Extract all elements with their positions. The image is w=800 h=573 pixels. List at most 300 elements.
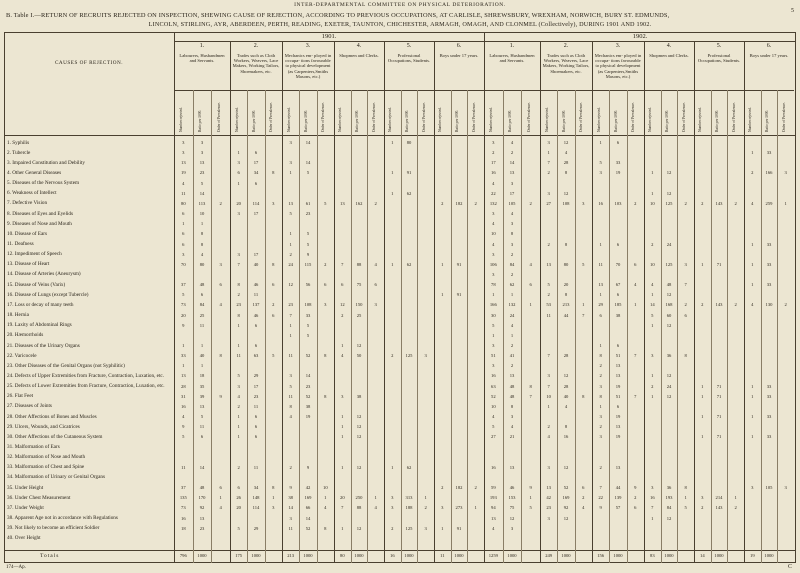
table-cell: 33 — [766, 434, 772, 440]
table-cell: 5 — [306, 170, 310, 176]
table-cell: 7 — [289, 312, 292, 318]
cause-label: 32. Malformation of Nose and Mouth — [7, 454, 86, 461]
table-cell: 40 — [253, 261, 259, 267]
table-cell: 38 — [288, 495, 293, 501]
table-cell: 125 — [665, 200, 673, 206]
table-cell: 28 — [563, 160, 569, 166]
table-cell: 36 — [666, 485, 672, 491]
subhead-label: Ratio per 1000. — [405, 109, 409, 132]
table-cell: 1 — [701, 383, 704, 389]
subhead-label: Ratio per 1000. — [715, 109, 719, 132]
table-cell: 8 — [237, 282, 240, 288]
table-cell: 48 — [199, 282, 205, 288]
table-cell: 3 — [510, 414, 514, 420]
table-cell: 1 — [474, 505, 477, 511]
table-cell: 3 — [547, 373, 550, 379]
table-cell: 14 — [650, 302, 655, 308]
subcolumn-divider — [265, 90, 266, 563]
table-cell: 114 — [252, 200, 260, 206]
table-cell: 150 — [355, 302, 363, 308]
table-cell: 11 — [288, 393, 293, 399]
table-cell: 13 — [199, 515, 205, 521]
table-cell: 2 — [547, 424, 550, 430]
table-cell: 5 — [529, 505, 532, 511]
table-cell: 12 — [356, 424, 362, 430]
table-cell: 6 — [182, 211, 185, 217]
table-cell: 4 — [547, 434, 550, 440]
table-cell: 3 — [424, 525, 427, 531]
table-cell: 4 — [564, 403, 568, 409]
cause-label: 25. Defects of Lower Extremities from Fracture, Contraction, Luxation, etc. — [7, 383, 165, 390]
table-cell: 30 — [491, 312, 496, 318]
table-cell: 12 — [666, 515, 672, 521]
table-cell: 8 — [599, 393, 602, 399]
table-cell: 1 — [391, 261, 394, 267]
table-cell: 6 — [616, 403, 620, 409]
table-cell: 1 — [582, 302, 585, 308]
table-cell: 2 — [529, 200, 532, 206]
table-cell: 4 — [510, 424, 514, 430]
table-cell: 29 — [598, 302, 603, 308]
subcolumn-divider — [677, 90, 678, 563]
table-cell: 14 — [305, 160, 311, 166]
table-cell: 3 — [374, 302, 377, 308]
table-cell: 11 — [598, 261, 603, 267]
table-cell: 1 — [289, 322, 292, 328]
total-cell: 156 — [597, 553, 605, 558]
table-cell: 1 — [751, 434, 754, 440]
table-cell: 169 — [562, 495, 570, 501]
table-cell: 2 — [374, 200, 377, 206]
table-cell: 19 — [305, 414, 311, 420]
group-title: Labourers, Husbandmen and Servants. — [489, 53, 535, 64]
table-cell: 13 — [491, 515, 496, 521]
table-cell: 6 — [374, 282, 377, 288]
table-cell: 3 — [599, 383, 602, 389]
table-cell: 23 — [288, 302, 293, 308]
table-cell: 20 — [181, 312, 186, 318]
table-cell: 8 — [582, 393, 585, 399]
table-cell: 2 — [341, 312, 344, 318]
cause-label: 5. Diseases of the Nervous System — [7, 180, 80, 187]
table-cell: 2 — [237, 464, 240, 470]
table-cell: 143 — [715, 505, 723, 511]
table-cell: 12 — [509, 515, 515, 521]
table-cell: 132 — [489, 200, 497, 206]
table-cell: 4 — [374, 261, 377, 267]
table-cell: 3 — [510, 180, 514, 186]
table-cell: 113 — [198, 200, 206, 206]
table-cell: 8 — [237, 312, 240, 318]
table-cell: 71 — [716, 414, 722, 420]
table-cell: 1 — [751, 241, 754, 247]
table-cell: 1 — [599, 140, 602, 145]
table-cell: 6 — [182, 231, 185, 237]
table-cell: 3 — [182, 140, 185, 145]
table-cell: 8 — [510, 403, 514, 409]
table-cell: 166 — [765, 170, 773, 176]
cause-label: 37. Under Weight — [7, 504, 44, 511]
table-cell: 114 — [252, 505, 260, 511]
table-cell: 6 — [237, 485, 240, 491]
table-cell: 11 — [288, 353, 293, 359]
subhead-label: Order of Prevalence. — [681, 102, 686, 132]
table-cell: 12 — [563, 515, 569, 521]
table-cell: 2 — [510, 251, 514, 257]
table-cell: 7 — [547, 353, 550, 359]
table-cell: 6 — [272, 312, 275, 318]
table-cell: 13 — [546, 485, 551, 491]
table-cell: 10 — [323, 485, 328, 491]
cause-label: 14. Disease of Arteries (Aneurysm) — [7, 271, 81, 278]
total-cell: 1000 — [664, 553, 674, 558]
cause-label: 2. Tubercle — [7, 149, 31, 156]
subhead-label: Ratio per 1000. — [665, 109, 669, 132]
table-cell: 106 — [489, 261, 497, 267]
table-cell: 2 — [734, 302, 737, 308]
subcolumn-divider — [211, 90, 212, 563]
table-cell: 5 — [272, 353, 275, 359]
group-title: Mechanics em- ployed in occupa- tions favourable to physical development (as Carpenters,Smiths Masons, etc.) — [594, 53, 642, 79]
table-cell: 48 — [509, 393, 515, 399]
cause-label: 11. Deafness — [7, 241, 34, 247]
table-cell: 1 — [599, 343, 602, 348]
table-cell: 4 — [634, 282, 637, 288]
group-number: 2. — [563, 43, 569, 49]
year-1902-heading: 1902. — [632, 33, 648, 40]
table-cell: 42 — [305, 485, 311, 491]
table-cell: 91 — [456, 292, 462, 298]
table-cell: 27 — [491, 434, 496, 440]
table-cell: 105 — [508, 200, 516, 206]
table-cell: 12 — [666, 292, 672, 298]
table-cell: 132 — [508, 302, 516, 308]
table-cell: 80 — [406, 140, 412, 145]
table-cell: 6 — [254, 180, 258, 186]
table-cell: 52 — [563, 485, 569, 491]
total-cell: 1000 — [303, 553, 313, 558]
table-cell: 1 — [341, 464, 344, 470]
table-cell: 12 — [356, 525, 362, 531]
table-cell: 13 — [509, 373, 515, 379]
table-cell: 2 — [272, 302, 275, 308]
table-cell: 2 — [424, 505, 427, 511]
table-cell: 1 — [441, 292, 444, 298]
table-cell: 4 — [492, 180, 495, 186]
table-cell: 23 — [305, 383, 311, 389]
table-cell: 1 — [634, 302, 637, 308]
table-cell: 2 — [441, 485, 444, 491]
table-cell: 66 — [305, 505, 311, 511]
table-cell: 46 — [253, 312, 259, 318]
table-cell: 71 — [716, 383, 722, 389]
table-cell: 2 — [289, 464, 292, 470]
group-number: 6. — [456, 43, 462, 49]
year-column-divider — [484, 32, 485, 563]
table-cell: 2 — [634, 200, 637, 206]
table-cell: 8 — [599, 353, 602, 359]
table-cell: 19 — [615, 383, 621, 389]
table-cell: 40 — [563, 393, 569, 399]
table-cell: 11 — [181, 464, 186, 470]
table-cell: 5 — [306, 241, 310, 247]
table-cell: 1 — [701, 414, 704, 420]
cause-label: 23. Other Diseases of the Genital Organs (not Syphilitic) — [7, 362, 125, 369]
table-cell: 63 — [253, 353, 259, 359]
table-cell: 1 — [684, 495, 687, 501]
table-cell: 2 — [634, 495, 637, 501]
table-cell: 84 — [666, 505, 672, 511]
subhead-label: Number rejected. — [234, 107, 239, 132]
table-cell: 169 — [304, 495, 312, 501]
table-cell: 12 — [563, 464, 569, 470]
group-number: 3. — [615, 43, 621, 49]
table-cell: 1 — [391, 464, 394, 470]
table-cell: 88 — [356, 261, 362, 267]
table-cell: 33 — [766, 241, 772, 247]
table-cell: 24 — [509, 312, 515, 318]
table-cell: 4 — [374, 505, 377, 511]
table-cell: 1 — [272, 495, 275, 501]
table-cell: 14 — [305, 515, 311, 521]
table-cell: 250 — [355, 495, 363, 501]
table-cell: 3 — [200, 150, 204, 156]
table-cell: 48 — [666, 282, 672, 288]
table-cell: 6 — [272, 282, 275, 288]
table-cell: 3 — [237, 160, 240, 166]
table-cell: 214 — [715, 495, 723, 501]
table-cell: 17 — [253, 383, 259, 389]
table-cell: 108 — [562, 200, 570, 206]
table-cell: 52 — [491, 393, 496, 399]
table-cell: 8 — [200, 231, 204, 237]
table-cell: 2 — [599, 424, 602, 430]
table-cell: 3 — [289, 160, 292, 166]
table-cell: 2 — [547, 241, 550, 247]
table-cell: 3 — [547, 464, 550, 470]
subhead-label: Number rejected. — [544, 107, 549, 132]
table-cell: 48 — [199, 485, 205, 491]
table-cell: 2 — [492, 150, 495, 156]
table-cell: 4 — [324, 505, 327, 511]
table-cell: 1 — [510, 292, 514, 298]
total-cell: 1000 — [251, 553, 261, 558]
table-cell: 6 — [634, 261, 637, 267]
table-cell: 139 — [614, 495, 622, 501]
table-cell: 5 — [306, 322, 310, 328]
cause-label: 18. Hernia — [7, 312, 29, 319]
table-cell: 4 — [582, 505, 585, 511]
table-cell: 1 — [784, 200, 787, 206]
group-title: Trades such as Cloth Workers, Weavers, Lace Makers, Working Tailors, Shoemakers, etc. — [232, 53, 280, 74]
subhead-label: Ratio per 1000. — [765, 109, 769, 132]
table-cell: 1 — [341, 343, 344, 348]
table-cell: 16 — [650, 495, 655, 501]
table-cell: 80 — [199, 261, 205, 267]
table-cell: 2 — [734, 200, 737, 206]
table-cell: 13 — [509, 170, 515, 176]
subhead-label: Number rejected. — [698, 107, 703, 132]
table-cell: 51 — [491, 353, 496, 359]
table-cell: 2 — [391, 353, 394, 359]
table-cell: 1 — [200, 363, 204, 369]
table-cell: 3 — [582, 200, 585, 206]
table-cell: 23 — [236, 302, 241, 308]
causes-heading: CAUSES OF REJECTION. — [54, 60, 124, 66]
table-cell: 3 — [182, 251, 185, 257]
table-cell: 1 — [341, 424, 344, 430]
table-cell: 6 — [254, 322, 258, 328]
table-cell: 10 — [199, 211, 205, 217]
group-number: 4. — [356, 43, 362, 49]
table-cell: 3 — [599, 414, 602, 420]
table-cell: 40 — [199, 353, 205, 359]
subhead-label: Number rejected. — [338, 107, 343, 132]
table-cell: 3 — [424, 353, 427, 359]
table-cell: 33 — [766, 383, 772, 389]
table-cell: 41 — [509, 353, 515, 359]
table-cell: 6 — [529, 282, 532, 288]
table-cell: 1 — [599, 403, 602, 409]
table-cell: 52 — [305, 393, 311, 399]
table-cell: 8 — [272, 485, 275, 491]
table-cell: 4 — [237, 393, 240, 399]
table-cell: 4 — [200, 251, 204, 257]
table-cell: 3 — [784, 485, 787, 491]
cause-label: 13. Disease of Heart — [7, 261, 50, 268]
table-cell: 7 — [634, 353, 637, 359]
cause-label: 35. Under Height — [7, 484, 44, 491]
table-cell: 1 — [547, 150, 550, 156]
table-cell: 2 — [391, 525, 394, 531]
subcolumn-divider — [777, 90, 778, 563]
table-cell: 1 — [374, 495, 377, 501]
table-cell: 5 — [324, 200, 327, 206]
table-cell: 59 — [491, 485, 496, 491]
table-cell: 34 — [253, 170, 259, 176]
table-cell: 12 — [666, 190, 672, 196]
table-cell: 38 — [356, 393, 362, 399]
subhead-label: Ratio per 1000. — [455, 109, 459, 132]
table-cell: 11 — [288, 525, 293, 531]
table-cell: 39 — [199, 393, 205, 399]
table-cell: 12 — [356, 414, 362, 420]
table-cell: 6 — [254, 343, 258, 348]
table-cell: 3 — [237, 251, 240, 257]
table-cell: 6 — [200, 434, 204, 440]
cause-label: 15. Disease of Veins (Varix) — [7, 281, 66, 288]
table-cell: 5 — [237, 373, 240, 379]
table-cell: 8 — [510, 231, 514, 237]
table-cell: 27 — [546, 200, 551, 206]
table-cell: 67 — [615, 282, 621, 288]
table-cell: 1 — [751, 282, 754, 288]
table-cell: 115 — [304, 261, 312, 267]
table-cell: 28 — [563, 353, 569, 359]
table-cell: 44 — [563, 312, 569, 318]
table-cell: 84 — [509, 261, 515, 267]
running-title: INTER-DEPARTMENTAL COMMITTEE ON PHYSICAL DETERIORATION. — [294, 2, 506, 8]
table-cell: 13 — [615, 424, 621, 430]
table-cell: 3 — [391, 495, 394, 501]
table-cell: 6 — [237, 170, 240, 176]
table-cell: 3 — [547, 140, 550, 145]
subcolumn-divider — [193, 90, 194, 563]
group-number: 4. — [666, 43, 672, 49]
table-cell: 20 — [340, 495, 345, 501]
subhead-label: Number rejected. — [748, 107, 753, 132]
table-cell: 9 — [634, 485, 637, 491]
table-cell: 17 — [491, 160, 496, 166]
table-cell: 33 — [766, 150, 772, 156]
table-cell: 6 — [200, 292, 204, 298]
table-cell: 35 — [199, 383, 205, 389]
table-cell: 34 — [253, 485, 259, 491]
table-cell: 4 — [341, 353, 344, 359]
table-cell: 31 — [181, 393, 186, 399]
table-cell: 2 — [684, 302, 687, 308]
table-cell: 6 — [599, 312, 602, 318]
table-cell: 29 — [253, 525, 259, 531]
table-cell: 8 — [324, 393, 327, 399]
table-cell: 28 — [563, 383, 569, 389]
total-cell: 1259 — [488, 553, 498, 558]
total-cell: 83 — [650, 553, 655, 558]
table-cell: 7 — [582, 312, 585, 318]
subcolumn-divider — [451, 90, 452, 563]
table-cell: 23 — [305, 211, 311, 217]
subcolumn-divider — [761, 90, 762, 563]
cause-label: 4. Other General Diseases — [7, 169, 62, 176]
table-cell: 20 — [236, 505, 241, 511]
table-cell: 3 — [441, 505, 444, 511]
table-cell: 37 — [181, 485, 186, 491]
table-cell: 4 — [219, 505, 222, 511]
table-cell: 13 — [199, 403, 205, 409]
table-cell: 33 — [181, 353, 186, 359]
subhead-label: Ratio per 1000. — [252, 109, 256, 132]
group-title: Boys under 17 years. — [439, 53, 479, 58]
table-cell: 153 — [508, 495, 516, 501]
subhead-label: Number rejected. — [596, 107, 601, 132]
table-cell: 5 — [237, 525, 240, 531]
table-cell: 3 — [751, 485, 754, 491]
table-cell: 2 — [651, 241, 654, 247]
table-cell: 2 — [510, 150, 514, 156]
table-cell: 11 — [199, 424, 205, 430]
table-cell: 3 — [492, 271, 495, 277]
table-cell: 80 — [563, 261, 569, 267]
table-cell: 1 — [391, 140, 394, 145]
subhead-label: Ratio per 1000. — [508, 109, 512, 132]
table-cell: 137 — [252, 302, 260, 308]
table-cell: 2 — [237, 292, 240, 298]
table-cell: 16 — [181, 515, 186, 521]
table-cell: 78 — [491, 282, 496, 288]
cause-label: 12. Impediment of Speech — [7, 251, 62, 258]
table-cell: 1 — [651, 190, 654, 196]
group-number: 5. — [716, 43, 722, 49]
cause-label: 34. Malformation of Urinary or Genital Organs — [7, 474, 106, 481]
table-cell: 70 — [615, 261, 621, 267]
table-cell: 185 — [614, 302, 622, 308]
subhead-label: Order of Prevalence. — [321, 102, 326, 132]
table-cell: 38 — [615, 312, 621, 318]
table-cell: 4 — [289, 414, 292, 420]
subhead-label: Order of Prevalence. — [269, 102, 274, 132]
table-cell: 17 — [253, 160, 259, 166]
group-title: Shopmen and Clerks. — [649, 53, 689, 58]
